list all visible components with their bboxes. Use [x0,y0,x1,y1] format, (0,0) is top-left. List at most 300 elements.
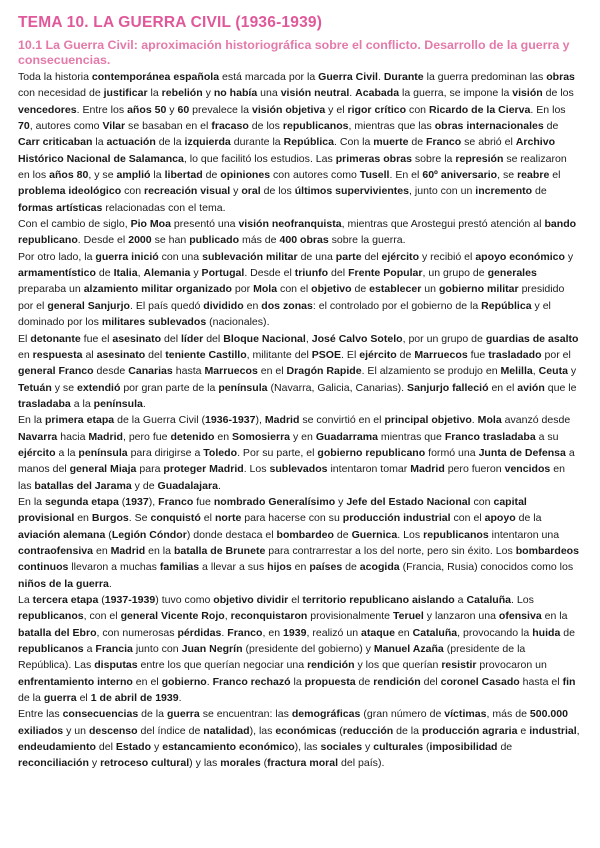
text-run: Por otro lado, la [18,250,96,263]
text-run: de los [260,185,295,198]
text-run: se han [151,234,190,247]
text-run: , con el [83,610,121,623]
text-run: ), las [294,741,321,754]
bold-term: segunda etapa [44,495,119,508]
bold-term: contraofensiva [18,544,94,557]
paragraph-third-stage [18,592,580,706]
bold-term: Italia [113,267,138,280]
bold-term: Ceuta [538,365,568,378]
text-run: ), [255,414,265,427]
text-run: . [221,626,228,639]
bold-term: visión neofranquista [238,218,342,231]
bold-term: tercera etapa [32,594,99,606]
text-run: y [362,741,374,754]
bold-term: años 80 [49,169,89,182]
paragraph-consequences [18,706,580,771]
bold-term: republicanos [282,120,349,133]
text-run: . Se [128,512,151,525]
bold-term: Tetuán [18,381,52,394]
text-run: , [305,332,312,345]
bold-term: objetivo dividir [213,594,289,606]
bold-term: culturales [373,741,424,754]
text-run: en [291,561,310,574]
text-run: el [288,594,303,606]
text-run: (presidente de la República). Las [18,643,526,672]
text-run: En la [18,495,45,508]
text-run: y [88,757,101,770]
text-run: En la [18,414,45,427]
text-run: , en [262,626,283,639]
bold-term: ejército [18,446,56,459]
bold-term: gobierno republicano [317,446,426,459]
bold-term: Dragón Rapide [286,365,362,378]
bold-term: República [481,299,532,312]
bold-term: sublevados [269,463,328,476]
text-run: y [166,103,178,116]
text-run: y un [63,724,89,737]
bold-term: norte [214,512,242,525]
bold-term: capital provisional [18,495,527,525]
text-run: ), [148,495,159,508]
bold-term: República [283,136,334,149]
bold-term: 1 de abril de 1939 [90,692,179,705]
bold-term: países [309,561,343,574]
bold-term: reconquistaron [230,610,308,623]
bold-term: Guernica [351,528,398,541]
text-run: durante la [230,136,284,149]
text-run: entre los que querían negociar una [137,659,308,672]
bold-term: natalidad [203,724,250,737]
bold-term: imposibilidad [429,741,498,754]
text-run: ) y las [189,757,221,770]
text-run: , y se [88,169,117,182]
text-run: sobre la [411,152,456,165]
text-run: hasta [172,365,205,378]
text-run: hasta el [519,675,563,688]
text-run: y [567,365,577,378]
bold-term: conquistó [150,512,201,525]
text-run: para [136,463,164,476]
text-run: está marcada por la [219,71,319,83]
bold-term: republicanos [18,610,84,623]
text-run: , militante del [246,348,312,361]
text-run: se realizaron en los [18,152,567,182]
bold-term: ofensiva [498,610,542,623]
text-run: ) tuvo como [155,594,214,606]
bold-term: Teruel [392,610,424,623]
text-run: , se [497,169,518,182]
bold-term: gobierno [161,675,207,688]
text-run: Entre las [18,708,63,721]
bold-term: península [78,446,128,459]
bold-term: península [218,381,268,394]
bold-term: reconciliación [18,757,89,770]
bold-term: incremento [475,185,533,198]
bold-term: 60º aniversario [422,169,498,182]
text-run: de los [542,87,574,100]
bold-term: huida [532,626,561,639]
text-run: de la [138,708,167,721]
text-run: sobre la guerra. [328,234,406,247]
bold-term: formas artísticas [18,201,103,214]
bold-term: Toledo [203,446,238,459]
text-run: se encuentran: las [199,708,292,721]
text-run: en [93,544,111,557]
text-run: la [150,169,165,182]
text-run: de [351,283,370,296]
bold-term: Pio Moa [130,218,171,231]
bold-term: apoyo [484,512,516,525]
text-run: , realizó un [306,626,361,639]
text-run: a [83,643,96,656]
text-run: de los [248,120,283,133]
text-run: y los que querían [354,659,442,672]
text-run: . Los [397,528,424,541]
bold-term: 400 obras [279,234,329,247]
text-run: de [408,136,427,149]
bold-term: 60 [177,103,190,116]
text-run: y recibió el [419,250,476,263]
text-run: en las [18,463,565,492]
bold-term: Somosierra [232,430,291,443]
text-run: la [92,136,107,149]
text-run: desde [93,365,129,378]
paragraph-uprising [18,249,580,331]
bold-term: militares sublevados [101,316,207,329]
text-run: se convirtió en el [299,414,385,427]
text-run: El [18,332,31,345]
text-run: a su [535,430,559,443]
bold-term: vencidos [504,463,551,476]
bold-term: rendición [307,659,355,672]
bold-term: extendió [77,381,121,394]
text-run: . [217,479,221,492]
bold-term: guerra inició [95,250,159,263]
bold-term: Mola [477,414,502,427]
text-run: . En el [389,169,423,182]
text-run: del [145,348,166,361]
text-run: (gran número de [360,708,445,721]
bold-term: establecer [369,283,422,296]
text-run: con [121,185,145,198]
bold-term: Navarra [18,430,58,443]
text-run: en la [541,610,568,623]
text-run: con autores como [270,169,360,182]
text-run: de la [515,512,542,525]
bold-term: Vilar [102,120,126,133]
text-run: en la [145,544,174,557]
bold-term: rigor crítico [347,103,407,116]
bold-term: Portugal [201,267,245,280]
text-run: . [178,692,182,705]
text-run: , junto con un [409,185,476,198]
bold-term: recreación visual [144,185,231,198]
bold-term: Ricardo de la Cierva [428,103,531,116]
text-run: , mientras que Arostegui prestó atención al [341,218,545,231]
bold-term: Manuel Azaña [373,643,444,656]
bold-term: generales [487,267,537,280]
text-run: de [532,185,547,198]
bold-term: objetivo [311,283,352,296]
text-run: . El alzamiento se produjo en [361,365,501,378]
text-run: para dirigirse a [127,446,204,459]
text-run: con el [450,512,485,525]
bold-term: 2000 [128,234,152,247]
bold-term: 1937 [125,495,149,508]
bold-term: fin [562,675,576,688]
bold-term: retroceso cultural [100,757,190,770]
bold-term: Carr criticaban [18,136,93,149]
text-run: y [202,87,214,100]
bold-term: Burgos [91,512,129,525]
text-run: de la [155,136,185,149]
bold-term: dos zonas [261,299,313,312]
text-run: presentó una [171,218,239,231]
text-run: la guerra predominan las [423,71,547,83]
bold-term: publicado [189,234,240,247]
bold-term: republicanos [18,643,84,656]
bold-term: teniente Castillo [165,348,247,361]
text-run: , por un grupo de [402,332,486,345]
text-run: de [333,528,352,541]
text-run: . Por su parte, el [237,446,318,459]
text-run: por gran parte de la [120,381,219,394]
text-run: . Con la [334,136,374,149]
text-run: y el [325,103,348,116]
text-run: . [377,71,384,83]
bold-term: guardias de asalto [485,332,579,345]
bold-term: respuesta [32,348,83,361]
bold-term: batalla del Ebro [18,626,97,639]
text-run: Con el cambio de siglo, [18,218,131,231]
bold-term: asesinato [112,332,162,345]
text-run: : el controlado por el gobierno de la [312,299,482,312]
text-run: al [82,348,97,361]
bold-term: izquierda [184,136,231,149]
bold-term: Melilla [500,365,533,378]
text-run: un [421,283,439,296]
bold-term: ejército [381,250,420,263]
bold-term: justificar [103,87,148,100]
text-run: mientras que [377,430,445,443]
text-run: y se [51,381,78,394]
bold-term: sublevación militar [202,250,298,263]
bold-term: Guadarrama [315,430,378,443]
bold-term: amplió [116,169,151,182]
text-run: más de [239,234,280,247]
text-run: de [543,120,559,133]
text-run: y [230,185,242,198]
bold-term: producción industrial [342,512,451,525]
bold-term: acogida [359,561,400,574]
text-run: , mientras que las [348,120,435,133]
bold-term: estancamiento económico [162,741,295,754]
text-run: ( [105,528,112,541]
bold-term: Juan Negrín [181,643,243,656]
bold-term: industrial [529,724,577,737]
text-run: , autores como [29,120,103,133]
bold-term: Alemania [143,267,191,280]
text-run: . [206,675,213,688]
bold-term: republicanos [423,528,489,541]
text-run: del [420,675,441,688]
bold-term: Durante [383,71,424,83]
bold-term: vencedores [18,103,77,116]
bold-term: avión [517,381,545,394]
text-run: en [214,430,232,443]
bold-term: guerra [43,692,77,705]
bold-term: oral [241,185,261,198]
text-run: pero fueron [444,463,505,476]
bold-term: detonante [30,332,81,345]
text-run: junto con [132,643,182,656]
bold-term: nombrado Generalísimo [213,495,336,508]
text-run: y en [290,430,316,443]
text-run: (nacionales). [206,316,270,329]
text-run: con [406,103,429,116]
bold-term: Franco [227,626,263,639]
text-run: a llevar a sus [199,561,268,574]
bold-term: ejército [359,348,397,361]
bold-term: producción agraria [421,724,518,737]
text-run: y [564,250,574,263]
text-run: de [396,348,415,361]
paragraph-first-stage [18,412,580,494]
bold-term: años 50 [127,103,167,116]
bold-term: visión [512,87,543,100]
text-run: que le [544,381,577,394]
bold-term: sociales [320,741,363,754]
bold-term: fracaso [211,120,249,133]
text-run: a la [70,397,94,410]
bold-term: coronel Casado [440,675,520,688]
text-run: . [108,577,112,590]
bold-term: general Vicente Rojo [120,610,225,623]
bold-term: muerte [373,136,409,149]
text-run: en [74,512,92,525]
bold-term: batalla de Brunete [173,544,266,557]
bold-term: Cataluña [412,626,458,639]
bold-term: aviación alemana [18,528,106,541]
bold-term: visión objetiva [251,103,326,116]
bold-term: general Franco [18,365,94,378]
text-run: del [328,267,349,280]
document-title: TEMA 10. LA GUERRA CIVIL (1936-1939) [18,14,323,31]
bold-term: principal objetivo [384,414,472,427]
text-run: se abrió el [461,136,516,149]
text-run: de [202,169,221,182]
bold-term: fractura moral [267,757,339,770]
text-run: a la [55,446,79,459]
bold-term: disputas [94,659,138,672]
text-run: se basaban en el [125,120,212,133]
bold-term: detenido [170,430,215,443]
bold-term: general Sanjurjo [47,299,130,312]
text-run: una [257,87,281,100]
bold-term: bombardeo [276,528,334,541]
text-run: de [497,741,513,754]
bold-term: general Miaja [69,463,137,476]
text-run: hacia [57,430,89,443]
bold-term: Estado [115,741,152,754]
text-run: fue el [80,332,113,345]
text-run: de [342,561,360,574]
text-run: en [243,299,262,312]
text-run: provisionalmente [307,610,393,623]
bold-term: triunfo [294,267,329,280]
bold-term: primeras obras [335,152,412,165]
text-run: con [470,495,494,508]
text-run: preparaba un [18,283,84,296]
text-run: con necesidad de [18,87,104,100]
text-run: , provocando la [457,626,533,639]
bold-term: apoyo económico [475,250,565,263]
text-run: de la Guerra Civil ( [114,414,206,427]
text-run: , [137,267,144,280]
text-run: . Los [511,594,534,606]
bold-term: líder [180,332,204,345]
bold-term: 70 [18,120,30,133]
text-run: el [76,692,91,705]
bold-term: primera etapa [44,414,115,427]
bold-term: propuesta [304,675,356,688]
bold-term: José Calvo Sotelo [311,332,403,345]
text-run: (Francia, Rusia) conocidos como los [399,561,574,574]
bold-term: guerra [166,708,200,721]
bold-term: demográficas [291,708,361,721]
text-run: , con numerosas [96,626,178,639]
text-run: en el [488,381,518,394]
bold-term: dividido [203,299,244,312]
document-body [18,69,580,772]
bold-term: trasladado [488,348,542,361]
text-run: la guerra, se impone la [399,87,513,100]
text-run: . En los [530,103,566,116]
bold-term: hijos [267,561,292,574]
text-run: . Desde el [244,267,295,280]
text-run: , [576,724,580,737]
text-run: La [18,594,33,606]
text-run: y [190,267,202,280]
text-run: ( [336,724,343,737]
text-run: el [200,512,215,525]
bold-term: últimos supervivientes [294,185,409,198]
bold-term: bando republicano [18,218,577,247]
bold-term: Franco trasladaba [444,430,536,443]
text-run: . [142,397,146,410]
text-run: a [454,594,467,606]
text-run: con el [277,283,312,296]
bold-term: península [93,397,143,410]
text-run: Toda la historia [18,71,92,83]
paragraph-historiography-2 [18,216,580,249]
bold-term: 1936-1937 [205,414,256,427]
section-subtitle: 10.1 La Guerra Civil: aproximación historiográfica sobre el conflicto. Desarrollo de la guerra y consecuencias. [18,38,570,67]
text-run: ) donde destaca el [186,528,277,541]
bold-term: víctimas [444,708,487,721]
bold-term: Marruecos [204,365,258,378]
text-run: intentaron tomar [327,463,411,476]
bold-term: Guerra Civil [318,71,378,83]
bold-term: Madrid [264,414,300,427]
bold-term: Cataluña [466,594,512,606]
text-run: y de [131,479,158,492]
text-run: , pero fue [122,430,171,443]
text-run: para contrarrestar a los del norte, pero sin éxito. Los [265,544,516,557]
bold-term: descenso [88,724,138,737]
text-run: , un grupo de [422,267,488,280]
text-run: . [471,414,478,427]
